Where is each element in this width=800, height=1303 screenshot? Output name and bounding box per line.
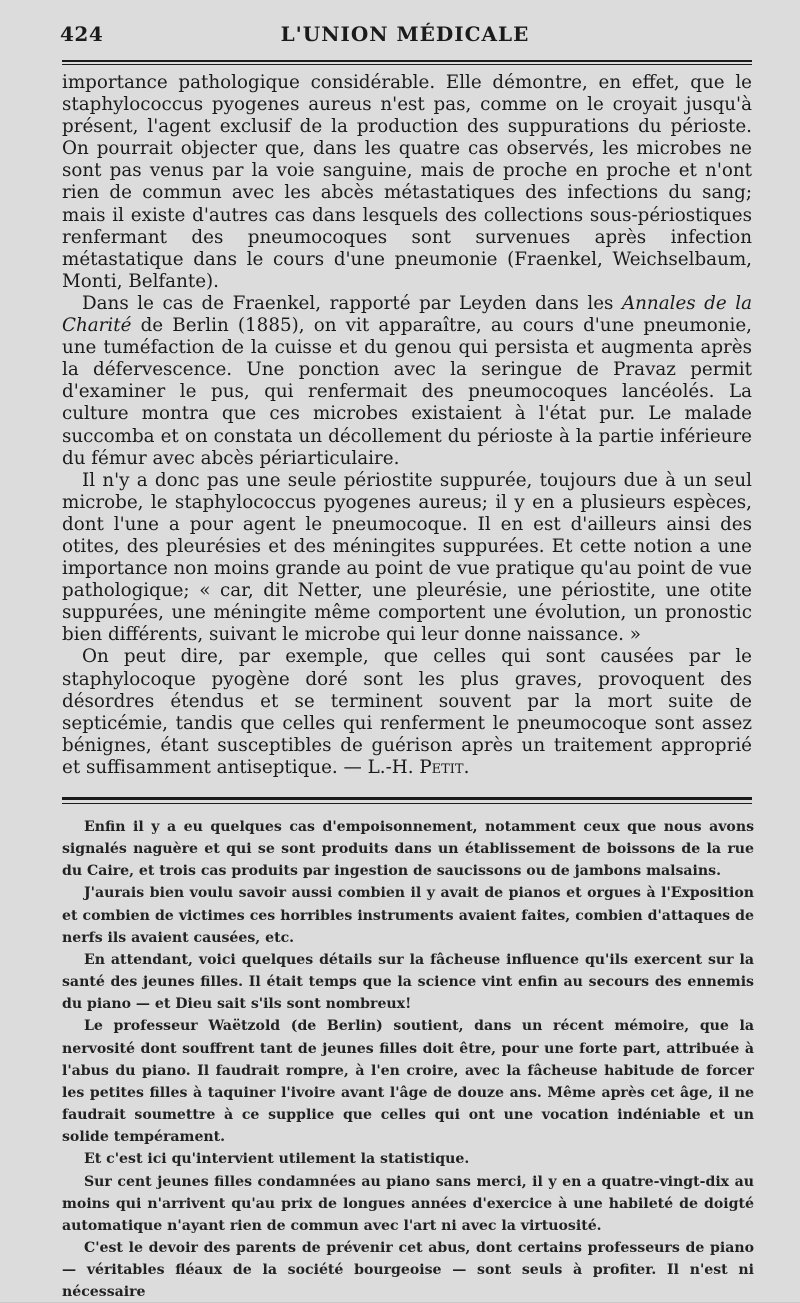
running-title: L'UNION MÉDICALE bbox=[280, 22, 530, 46]
article-paragraph-2 bbox=[62, 293, 752, 470]
feuilleton-rule-thick bbox=[62, 797, 752, 800]
page-header bbox=[60, 22, 750, 52]
article-paragraph-4 bbox=[62, 646, 752, 779]
feuilleton-section bbox=[62, 816, 754, 1303]
feuilleton-paragraph-2: J'aurais bien voulu savoir aussi combien il y avait de pianos et orgues à l'Exposition et combien de victimes ces horribles instruments avaient faites, combien d'attaques de nerfs ils avaient causées, etc. bbox=[62, 885, 754, 946]
feuilleton-paragraph-1: Enfin il y a eu quelques cas d'empoisonnement, notamment ceux que nous avons signalés naguère et qui se sont produits dans un établissement de boissons de la rue du Caire, et trois cas produits par ingestion de saucissons ou de jambons malsains. bbox=[62, 819, 754, 880]
feuilleton-rule-thin bbox=[62, 803, 752, 804]
article-paragraph-3: Il n'y a donc pas une seule périostite suppurée, toujours due à un seul microbe, le staphylococcus pyogenes aureus; il y en a plusieurs espèces, dont l'une a pour agent le pneumocoque. Il en est d'ailleurs ainsi des otites, des pleurésies et des méningites suppurées. Et cette notion a une importance non moins grande au point de vue pratique qu'au point de vue pathologique; « car, dit Netter, une pleurésie, une périostite, une otite suppurées, une méningite même comportent une évolution, un pronostic bien différents, suivant le microbe qui leur donne naissance. » bbox=[62, 469, 752, 646]
journal-title: Annales de la Charité bbox=[62, 292, 752, 337]
feuilleton-paragraph-5: Et c'est ici qu'intervient utilement la statistique. bbox=[84, 1151, 470, 1168]
feuilleton-paragraph-3: En attendant, voici quelques détails sur la fâcheuse influence qu'ils exercent sur la santé des jeunes filles. Il était temps que la science vint enfin au secours des ennemis du piano — et Dieu sait s'ils sont nombreux! bbox=[62, 951, 754, 1013]
feuilleton-paragraph-7: C'est le devoir des parents de prévenir cet abus, dont certains professeurs de piano — véritables fléaux de la société bourgeoise — sont seuls à profiter. Il n'est ni nécessaire bbox=[62, 1239, 754, 1301]
article-paragraph-1: importance pathologique considérable. Elle démontre, en effet, que le staphylococcus pyogenes aureus n'est pas, comme on le croyait jusqu'à présent, l'agent exclusif de la production des suppurations du périoste. On pourrait objecter que, dans les quatre cas observés, les microbes ne sont pas venus par la voie sanguine, mais de proche en proche et n'ont rien de commun avec les abcès métastatiques des infections du sang; mais il existe d'autres cas dans lesquels des collections sous-périostiques renfermant des pneumocoques sont survenues après infection métastatique dans le cours d'une pneumonie (Fraenkel, Weichselbaum, Monti, Belfante). bbox=[62, 72, 752, 292]
header-rule-thin bbox=[62, 64, 752, 65]
author-signature: L.-H. Petit. bbox=[367, 756, 470, 778]
header-rule bbox=[62, 60, 752, 62]
article-paragraph-4-text: On peut dire, par exemple, que celles qui sont causées par le staphylocoque pyogène doré sont les plus graves, provoquent des désordres étendus et se terminent souvent par la mort suite de septicémie, tandis que celles qui renferment le pneumocoque sont assez bénignes, étant susceptibles de guérison après un traitement approprié et suffisamment antiseptique. — bbox=[62, 646, 752, 778]
article-paragraph-2-start: Dans le cas de Fraenkel, rapporté par Leyden dans les bbox=[82, 292, 622, 314]
page-number: 424 bbox=[60, 22, 104, 46]
feuilleton-paragraph-4: Le professeur Waëtzold (de Berlin) soutient, dans un récent mémoire, que la nervosité dont souffrent tant de jeunes filles doit être, pour une forte part, attribuée à l'abus du piano. Il faudrait rompre, à l'en croire, avec la fâcheuse habitude de forcer les petites filles à taquiner l'ivoire avant l'âge de douze ans. Même après cet âge, il ne faudrait soumettre à ce supplice que celles qui ont une vocation indéniable et un solide tempérament. bbox=[62, 1018, 754, 1146]
feuilleton-paragraph-6: Sur cent jeunes filles condamnées au piano sans merci, il y en a quatre-vingt-dix au moins qui n'arrivent qu'au prix de longues années d'exercice à une habileté de doigté automatique n'ayant rien de commun avec l'art ni avec la virtuosité. bbox=[62, 1173, 754, 1234]
article-paragraph-2-end: de Berlin (1885), on vit apparaître, au cours d'une pneumonie, une tuméfaction de la cuisse et du genou qui persista et augmenta après la défervescence. Une ponction avec la seringue de Pravaz permit d'examiner le pus, qui renfermait des pneumocoques lancéolés. La culture montra que ces microbes existaient à l'état pur. Le malade succomba et on constata un décollement du périoste à la partie inférieure du fémur avec abcès périarticulaire. bbox=[62, 315, 752, 469]
article-body bbox=[62, 72, 752, 779]
